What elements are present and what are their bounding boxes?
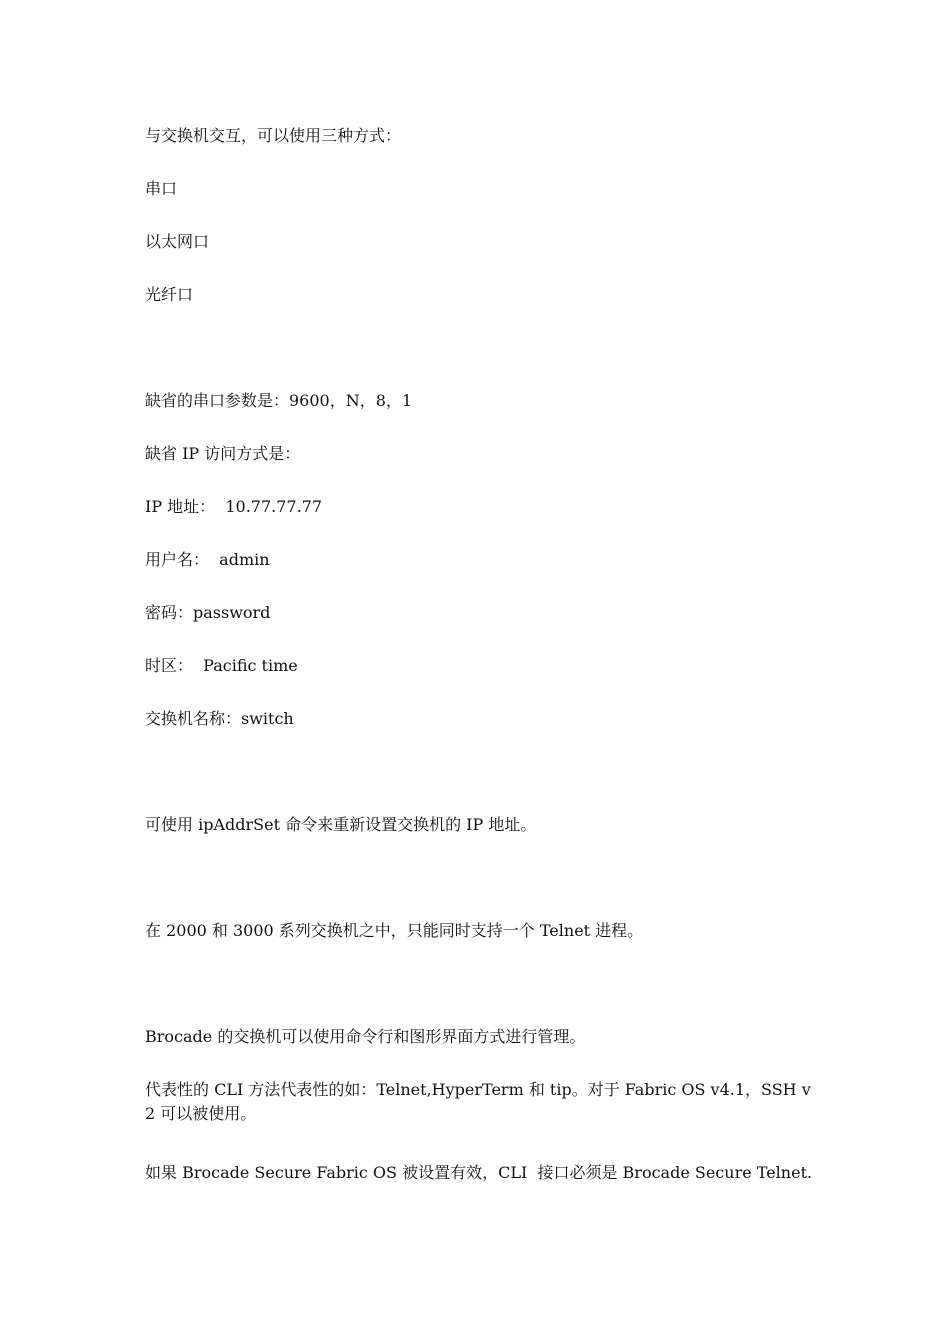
- paragraph-ipaddrset: 可使用 ipAddrSet 命令来重新设置交换机的 IP 地址。: [145, 815, 537, 834]
- paragraph-brocade-management: Brocade 的交换机可以使用命令行和图形界面方式进行管理。: [145, 1027, 586, 1046]
- paragraph-serial-port: 串口: [145, 179, 178, 198]
- paragraph-secure-fabric: 如果 Brocade Secure Fabric OS 被设置有效，CLI 接口必须是 Brocade Secure Telnet.: [145, 1163, 813, 1182]
- paragraph-timezone: 时区： Pacific time: [145, 656, 298, 675]
- paragraph-serial-params: 缺省的串口参数是：9600，N，8，1: [145, 391, 413, 410]
- paragraph-fiber-port: 光纤口: [145, 285, 194, 304]
- paragraph-username: 用户名： admin: [145, 550, 270, 569]
- paragraph-telnet-limit: 在 2000 和 3000 系列交换机之中，只能同时支持一个 Telnet 进程。: [145, 921, 644, 940]
- paragraph-intro: 与交换机交互，可以使用三种方式：: [145, 126, 402, 145]
- paragraph-switch-name: 交换机名称：switch: [145, 709, 294, 728]
- paragraph-ethernet-port: 以太网口: [145, 232, 210, 251]
- paragraph-cli-methods: 代表性的 CLI 方法代表性的如：Telnet,HyperTerm 和 tip。对于 Fabric OS v4.1，SSH v2 可以被使用。: [145, 1080, 811, 1123]
- paragraph-default-ip-access: 缺省 IP 访问方式是：: [145, 444, 301, 463]
- paragraph-password: 密码：password: [145, 603, 271, 622]
- paragraph-ip-address: IP 地址： 10.77.77.77: [145, 497, 323, 516]
